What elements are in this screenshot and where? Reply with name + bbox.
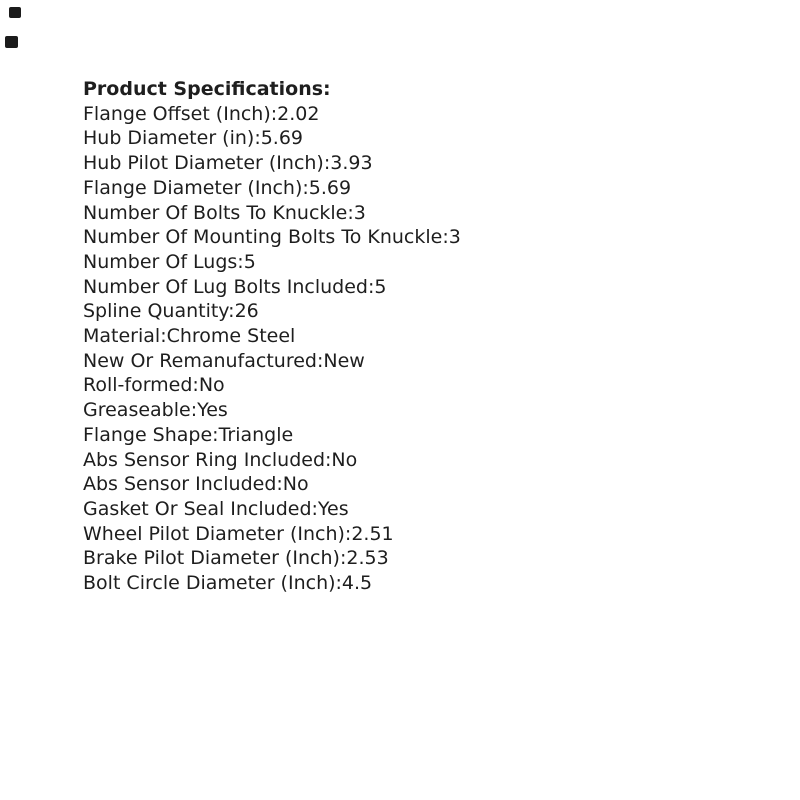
spec-label: Wheel Pilot Diameter (Inch): [83,522,352,545]
spec-label: Flange Offset (Inch): [83,102,278,125]
spec-value: Chrome Steel [166,325,296,348]
spec-value: 5.69 [260,127,304,150]
spec-label: Roll-formed: [83,374,199,397]
spec-value: 2.53 [346,547,389,570]
spec-value: No [198,374,225,397]
spec-line [83,423,461,448]
spec-label: Bolt Circle Diameter (Inch): [83,572,342,595]
spec-line [83,497,461,522]
spec-value: Yes [317,497,349,520]
spec-line [83,546,461,571]
spec-value: 3.93 [330,152,373,175]
spec-label: Abs Sensor Included: [83,473,283,496]
spec-label: New Or Remanufactured: [83,349,324,372]
spec-line [83,126,461,151]
spec-line [83,225,461,250]
spec-label: Number Of Lugs: [83,250,244,273]
spec-value: 3 [448,226,461,249]
spec-label: Spline Quantity: [83,300,235,323]
spec-line [83,472,461,497]
spec-line [83,102,461,127]
product-specifications-section [83,77,461,596]
section-heading: Product Specifications: [83,78,331,100]
spec-label: Hub Pilot Diameter (Inch): [83,152,331,175]
spec-line [83,571,461,596]
spec-value: Yes [197,399,228,422]
spec-value: New [323,349,365,372]
spec-label: Material: [83,325,167,348]
spec-line [83,299,461,324]
spec-line [83,324,461,349]
spec-line [83,448,461,473]
spec-value: 5 [374,275,387,298]
spec-label: Brake Pilot Diameter (Inch): [83,547,347,570]
spec-value: 5 [243,250,256,273]
spec-label: Flange Shape: [83,423,219,446]
spec-line [83,151,461,176]
spec-value: 5.69 [308,176,352,199]
spec-label: Abs Sensor Ring Included: [83,448,332,471]
spec-label: Number Of Bolts To Knuckle: [83,201,354,224]
spec-value: 2.02 [277,102,320,125]
spec-value: 2.51 [351,522,394,545]
spec-value: Triangle [218,423,294,446]
spec-line [83,349,461,374]
spec-value: 4.5 [341,572,373,595]
spec-value: No [331,448,358,471]
spec-label: Number Of Lug Bolts Included: [83,275,375,298]
spec-label: Hub Diameter (in): [83,127,261,150]
spec-value: 3 [353,201,366,224]
spec-label: Greaseable: [83,399,198,422]
spec-value: No [282,473,309,496]
spec-line [83,176,461,201]
spec-label: Gasket Or Seal Included: [83,497,318,520]
image-placeholder-icon [9,7,21,18]
spec-list [83,102,461,596]
spec-line [83,275,461,300]
spec-line [83,250,461,275]
spec-line [83,373,461,398]
spec-line [83,201,461,226]
image-placeholder-icon [5,36,18,48]
spec-label: Flange Diameter (Inch): [83,176,309,199]
spec-label: Number Of Mounting Bolts To Knuckle: [83,226,449,249]
spec-line [83,398,461,423]
spec-value: 26 [234,300,259,323]
spec-line [83,522,461,547]
